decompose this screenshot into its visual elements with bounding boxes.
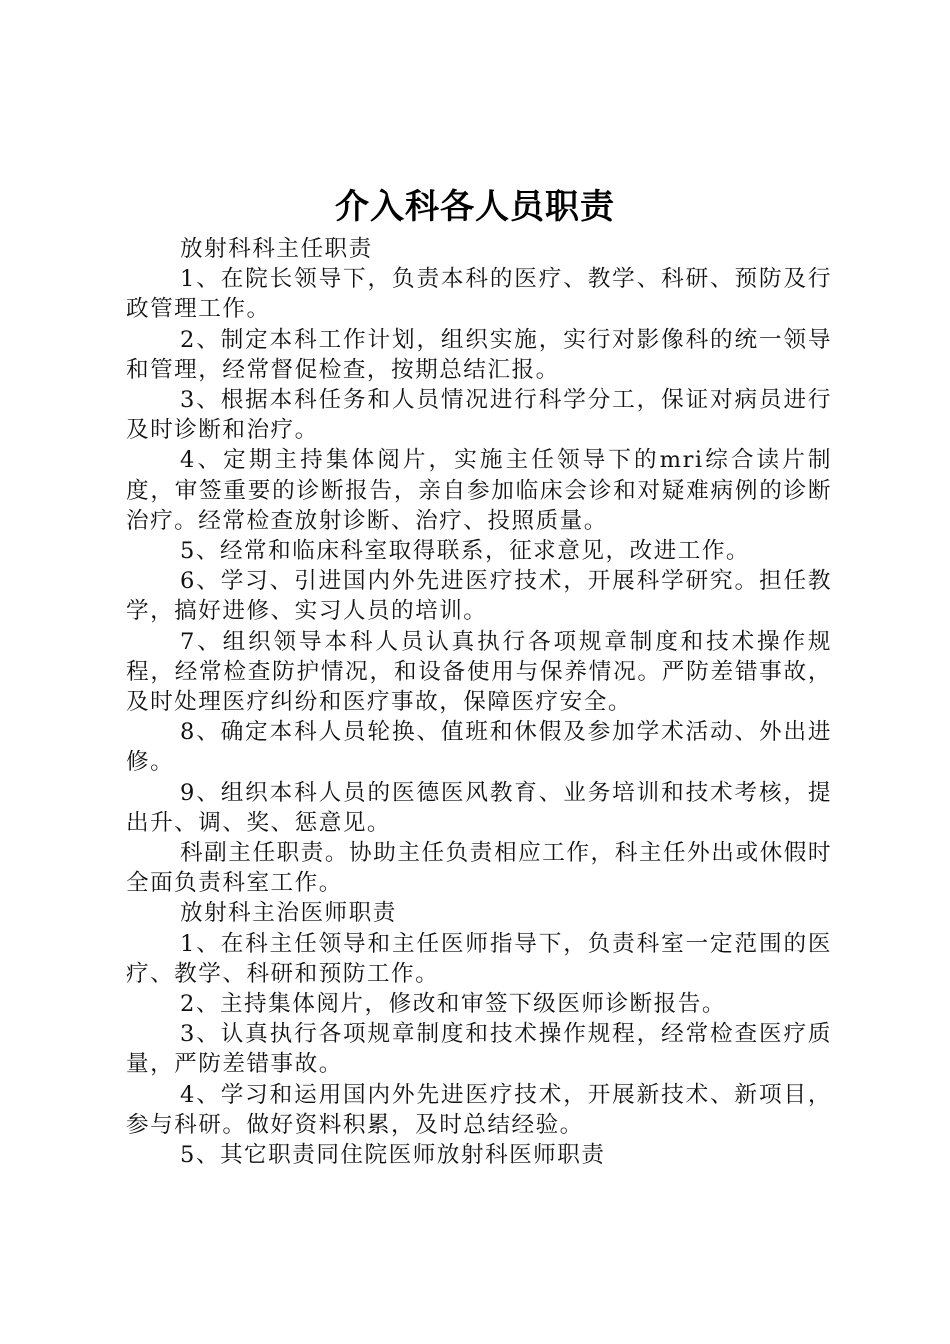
paragraph: 科副主任职责。协助主任负责相应工作，科主任外出或休假时全面负责科室工作。 — [126, 840, 832, 897]
paragraph: 4、学习和运用国内外先进医疗技术，开展新技术、新项目，参与科研。做好资料积累，及时总结经验。 — [126, 1081, 832, 1138]
paragraph: 5、经常和临床科室取得联系，征求意见，改进工作。 — [180, 538, 751, 565]
section-heading-director: 放射科科主任职责 — [180, 236, 373, 262]
paragraph: 4、定期主持集体阅片，实施主任领导下的mri综合读片制度，审签重要的诊断报告，亲自参加临床会诊和对疑难病例的诊断治疗。经常检查放射诊断、治疗、投照质量。 — [126, 447, 832, 534]
section-heading-attending: 放射科主治医师职责 — [180, 900, 397, 927]
paragraph: 8、确定本科人员轮换、值班和休假及参加学术活动、外出进修。 — [126, 719, 832, 776]
paragraph: 9、组织本科人员的医德医风教育、业务培训和技术考核，提出升、调、奖、惩意见。 — [126, 779, 832, 836]
paragraph: 7、组织领导本科人员认真执行各项规章制度和技术操作规程，经常检查防护情况，和设备使用与保养情况。严防差错事故，及时处理医疗纠纷和医疗事故，保障医疗安全。 — [126, 628, 832, 716]
document-title: 介入科各人员职责 — [335, 187, 615, 227]
paragraph: 5、其它职责同住院医师放射科医师职责 — [180, 1142, 606, 1169]
paragraph: 2、制定本科工作计划，组织实施，实行对影像科的统一领导和管理，经常督促检查，按期总结汇报。 — [126, 326, 832, 383]
paragraph: 6、学习、引进国内外先进医疗技术，开展科学研究。担任教学，搞好进修、实习人员的培训。 — [126, 568, 832, 625]
paragraph: 3、认真执行各项规章制度和技术操作规程，经常检查医疗质量，严防差错事故。 — [126, 1021, 832, 1078]
document-body — [126, 234, 832, 1170]
paragraph: 1、在院长领导下，负责本科的医疗、教学、科研、预防及行政管理工作。 — [126, 266, 832, 323]
paragraph: 3、根据本科任务和人员情况进行科学分工，保证对病员进行及时诊断和治疗。 — [126, 387, 832, 444]
paragraph: 1、在科主任领导和主任医师指导下，负责科室一定范围的医疗、教学、科研和预防工作。 — [126, 930, 832, 987]
paragraph: 2、主持集体阅片，修改和审签下级医师诊断报告。 — [180, 991, 726, 1018]
